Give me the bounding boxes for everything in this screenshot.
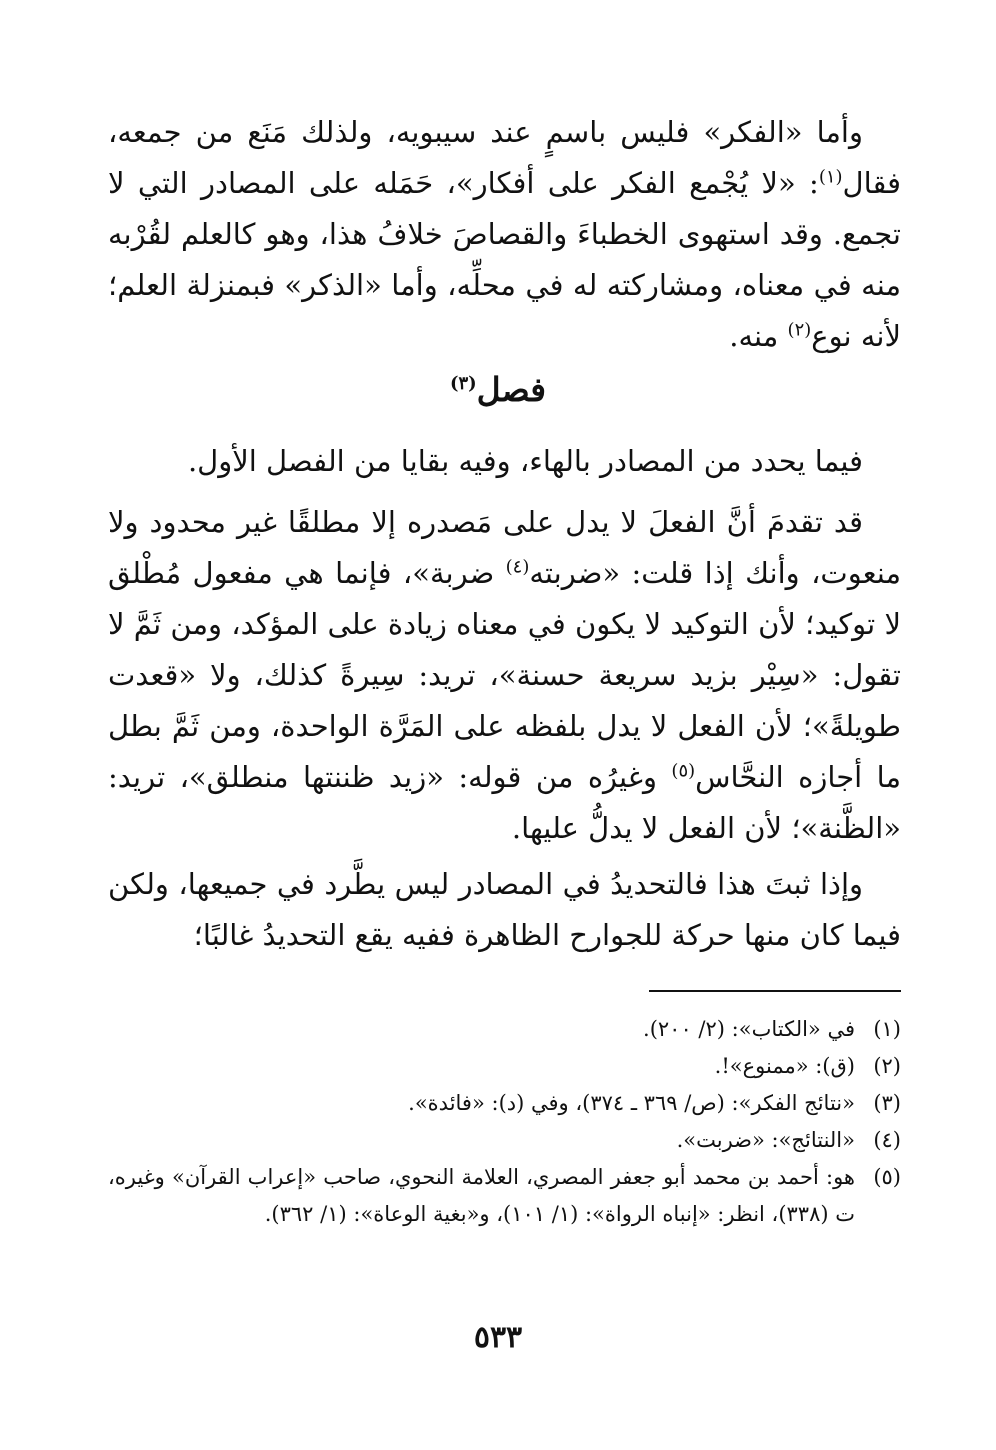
footnote-item: [108, 1085, 901, 1122]
paragraph-tahdid: [108, 859, 901, 961]
footnote-number: (٣): [873, 1091, 901, 1115]
paragraph-text: : «لا يُجْمع الفكر على أفكار»، حَمَله على المصادر التي لا تجمع. وقد استهوى الخطباءَ والقصاصَ خلافُ هذا، وهو كالعلم لقُرْبه منه في معناه، ومشاركته له في محلِّه، وأما «الذكر» فبمنزلة العلم؛ لأنه نوع: [108, 166, 901, 353]
paragraph-text: قد تقدمَ أنَّ الفعلَ لا يدل على مَصدره إلا مطلقًا غير محدود ولا منعوت، وأنك إذا قلت: «ضربته: [108, 505, 901, 590]
section-heading-text: فصل: [476, 370, 547, 409]
section-subtitle: [108, 436, 901, 487]
footnote-item: [108, 1159, 901, 1233]
footnote-ref-2[interactable]: (٢): [787, 319, 812, 341]
footnote-item: [108, 1011, 901, 1048]
footnote-text: في «الكتاب»: (٢/ ٢٠٠).: [643, 1017, 855, 1041]
paragraph-text: ضربة»، فإنما هي مفعول مُطْلق لا توكيد؛ لأن التوكيد لا يكون في معناه زيادة على المؤكد، ومن ثَمَّ لا تقول: «سِيْر بزيد سريعة حسنة»، تريد: سِيرةً كذلك، ولا «قعدت طويلةً»؛ لأن الفعل لا يدل بلفظه على المَرَّة الواحدة، ومن ثَمَّ بطل ما أجازه النحَّاس: [108, 556, 901, 794]
footnotes-list: [108, 1011, 901, 1233]
paragraph-text: منه.: [729, 319, 788, 353]
footnote-text: «نتائج الفكر»: (ص/ ٣٦٩ ـ ٣٧٤)، وفي (د): «فائدة».: [408, 1091, 855, 1115]
page-number: ٥٣٣: [473, 1320, 523, 1355]
paragraph-text: فيما يحدد من المصادر بالهاء، وفيه بقايا من الفصل الأول.: [187, 444, 863, 478]
footnote-ref-1[interactable]: (١): [818, 166, 843, 188]
footnote-separator: [649, 990, 901, 992]
section-heading: [0, 366, 996, 414]
paragraph-fikr: [108, 107, 901, 362]
footnote-text: «النتائج»: «ضربت».: [676, 1128, 855, 1152]
footnote-number: (٢): [873, 1054, 901, 1078]
paragraph-text: وإذا ثبتَ هذا فالتحديدُ في المصادر ليس يطَّرد في جميعها، ولكن فيما كان منها حركة للجوارح الظاهرة ففيه يقع التحديدُ غالبًا؛: [108, 867, 901, 952]
footnote-text: هو: أحمد بن محمد أبو جعفر المصري، العلامة النحوي، صاحب «إعراب القرآن» وغيره، ت (٣٣٨)، انظر: «إنباه الرواة»: (١/ ١٠١)، و«بغية الوعاة»: (١/ ٣٦٢).: [108, 1165, 855, 1226]
footnote-ref-5[interactable]: (٥): [671, 760, 696, 782]
footnote-item: [108, 1122, 901, 1159]
footnote-ref-3[interactable]: (٣): [449, 373, 477, 394]
footnote-text: (ق): «ممنوع»!.: [714, 1054, 855, 1078]
paragraph-verb-masdar: [108, 497, 901, 854]
paragraph-text: وأما «الفكر» فليس باسمٍ عند سيبويه، ولذلك مَنَع من جمعه، فقال: [108, 115, 901, 200]
paragraph-text: وغيرُه من قوله: «زيد ظننتها منطلق»، تريد: «الظَّنة»؛ لأن الفعل لا يدلُّ عليها.: [108, 760, 901, 845]
footnote-ref-4[interactable]: (٤): [505, 556, 530, 578]
footnote-number: (٤): [873, 1128, 901, 1152]
footnote-number: (٥): [873, 1165, 901, 1189]
footnote-number: (١): [873, 1017, 901, 1041]
footnote-item: [108, 1048, 901, 1085]
